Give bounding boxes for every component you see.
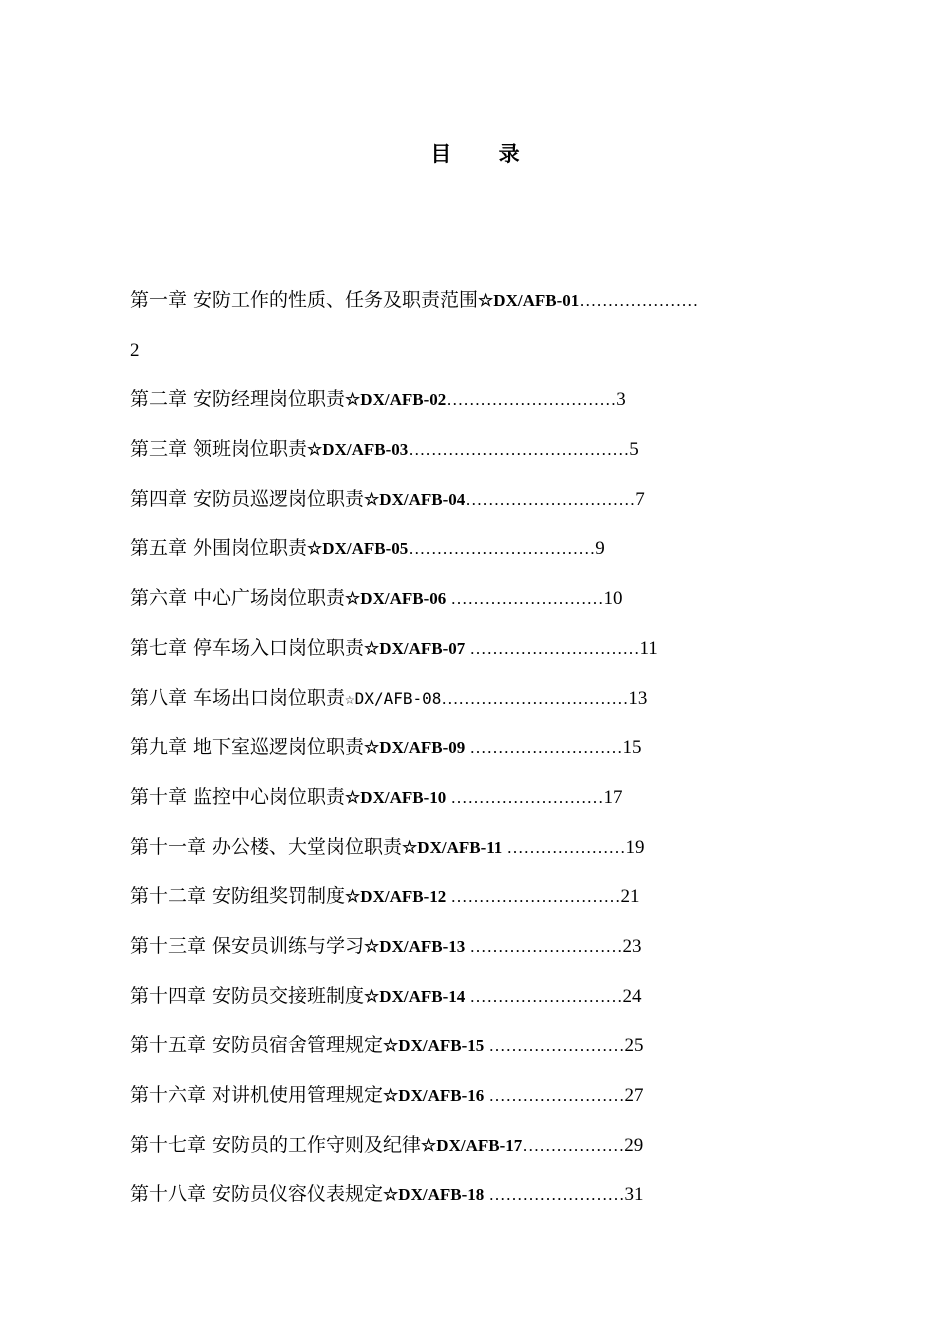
toc-chapter: 第十四章 安防员交接班制度 <box>130 984 365 1007</box>
toc-page: 19 <box>625 836 645 858</box>
toc-page: 21 <box>620 886 640 908</box>
toc-leader: ………………… <box>502 837 626 857</box>
toc-entry-1[interactable] <box>130 283 830 333</box>
toc-entry-5[interactable] <box>130 531 830 581</box>
toc-entry-16[interactable] <box>130 1078 830 1128</box>
toc-title: 目 录 <box>430 141 540 166</box>
toc-entry-9[interactable] <box>130 730 830 780</box>
toc-page: 2 <box>130 339 140 361</box>
toc-entry-7[interactable] <box>130 631 830 681</box>
toc-code: ☆DX/AFB-12 <box>345 887 447 907</box>
toc-chapter: 第五章 外围岗位职责 <box>130 537 308 560</box>
toc-entry-14[interactable] <box>130 979 830 1029</box>
toc-page: 7 <box>635 488 645 510</box>
toc-chapter: 第十章 监控中心岗位职责 <box>130 785 346 808</box>
toc-chapter: 第十二章 安防组奖罚制度 <box>130 885 346 908</box>
toc-chapter: 第八章 车场出口岗位职责 <box>130 686 346 709</box>
toc-entry-18[interactable] <box>130 1177 830 1227</box>
toc-code: ☆DX/AFB-14 <box>364 986 466 1006</box>
toc-chapter: 第六章 中心广场岗位职责 <box>130 587 346 610</box>
toc-code: ☆DX/AFB-05 <box>307 539 409 559</box>
toc-entry-12[interactable] <box>130 879 830 929</box>
toc-page: 5 <box>629 439 639 461</box>
toc-page: 13 <box>628 687 648 709</box>
toc-code: ☆DX/AFB-15 <box>383 1036 485 1056</box>
toc-code: ☆DX/AFB-03 <box>307 440 409 460</box>
toc-chapter: 第四章 安防员巡逻岗位职责 <box>130 487 365 510</box>
toc-page: 31 <box>624 1184 644 1206</box>
toc-chapter: 第十五章 安防员宿舍管理规定 <box>130 1034 384 1057</box>
toc-entry-2[interactable] <box>130 382 830 432</box>
toc-code: ☆DX/AFB-02 <box>345 390 447 410</box>
toc-code: ☆DX/AFB-17 <box>421 1135 523 1155</box>
toc-entry-4[interactable] <box>130 482 830 532</box>
toc-code: ☆DX/AFB-10 <box>345 787 447 807</box>
toc-chapter: 第三章 领班岗位职责 <box>130 438 308 461</box>
toc-code: ☆DX/AFB-01 <box>478 291 580 310</box>
toc-page: 27 <box>624 1085 644 1106</box>
toc-leader: ……………… <box>522 1135 625 1155</box>
toc-page: 25 <box>624 1035 644 1057</box>
toc-code: ☆DX/AFB-07 <box>364 638 466 658</box>
toc-leader: ………………………………… <box>408 440 630 460</box>
toc-code: ☆DX/AFB-16 <box>383 1086 485 1105</box>
toc-entry-1-page-wrap[interactable] <box>130 333 830 383</box>
toc-entry-6[interactable] <box>130 581 830 631</box>
toc-entry-15[interactable] <box>130 1028 830 1078</box>
toc-page: 3 <box>616 389 626 411</box>
toc-leader: ………………………… <box>465 489 636 509</box>
toc-leader: ……………………… <box>465 738 623 758</box>
toc-entry-13[interactable] <box>130 929 830 979</box>
toc-chapter: 第九章 地下室巡逻岗位职责 <box>130 736 365 759</box>
table-of-contents <box>130 283 830 1227</box>
toc-leader: …………………… <box>484 1185 625 1205</box>
toc-code: ☆DX/AFB-13 <box>364 936 466 956</box>
toc-chapter: 第一章 安防工作的性质、任务及职责范围 <box>130 289 479 311</box>
toc-leader: ……………………… <box>446 787 604 807</box>
toc-leader: ……………………… <box>465 986 623 1006</box>
toc-chapter: 第七章 停车场入口岗位职责 <box>130 636 365 659</box>
toc-entry-17[interactable] <box>130 1128 830 1178</box>
toc-chapter: 第十六章 对讲机使用管理规定 <box>130 1084 384 1106</box>
toc-leader: …………………………… <box>441 688 629 708</box>
toc-leader: …………………………… <box>408 539 596 559</box>
toc-leader: ……………………… <box>446 589 604 609</box>
toc-page: 15 <box>622 737 642 759</box>
toc-leader: ………………………… <box>465 638 640 658</box>
toc-leader: ………………… <box>579 291 699 310</box>
toc-leader: ………………………… <box>446 390 617 410</box>
toc-code: ☆DX/AFB-18 <box>383 1185 485 1205</box>
toc-entry-10[interactable] <box>130 780 830 830</box>
toc-leader: ……………………… <box>465 936 623 956</box>
toc-page: 24 <box>622 985 642 1007</box>
toc-leader: ………………………… <box>446 887 621 907</box>
toc-page: 11 <box>639 637 658 659</box>
toc-code: ☆DX/AFB-06 <box>345 589 447 609</box>
toc-chapter: 第十八章 安防员仪容仪表规定 <box>130 1183 384 1206</box>
toc-leader: …………………… <box>484 1086 625 1105</box>
toc-entry-11[interactable] <box>130 830 830 880</box>
toc-page: 29 <box>624 1134 644 1156</box>
toc-code: ☆DX/AFB-08 <box>345 688 442 708</box>
toc-chapter: 第十七章 安防员的工作守则及纪律 <box>130 1133 422 1156</box>
toc-page: 17 <box>603 786 623 808</box>
toc-chapter: 第十三章 保安员训练与学习 <box>130 934 365 957</box>
toc-page: 10 <box>603 588 623 610</box>
toc-chapter: 第二章 安防经理岗位职责 <box>130 388 346 411</box>
toc-code: ☆DX/AFB-04 <box>364 489 466 509</box>
toc-code: ☆DX/AFB-11 <box>402 837 503 857</box>
toc-code: ☆DX/AFB-09 <box>364 738 466 758</box>
toc-leader: …………………… <box>484 1036 625 1056</box>
toc-page: 23 <box>622 935 642 957</box>
toc-entry-8[interactable] <box>130 681 830 731</box>
toc-page: 9 <box>595 538 605 560</box>
toc-chapter: 第十一章 办公楼、大堂岗位职责 <box>130 835 403 858</box>
toc-entry-3[interactable] <box>130 432 830 482</box>
